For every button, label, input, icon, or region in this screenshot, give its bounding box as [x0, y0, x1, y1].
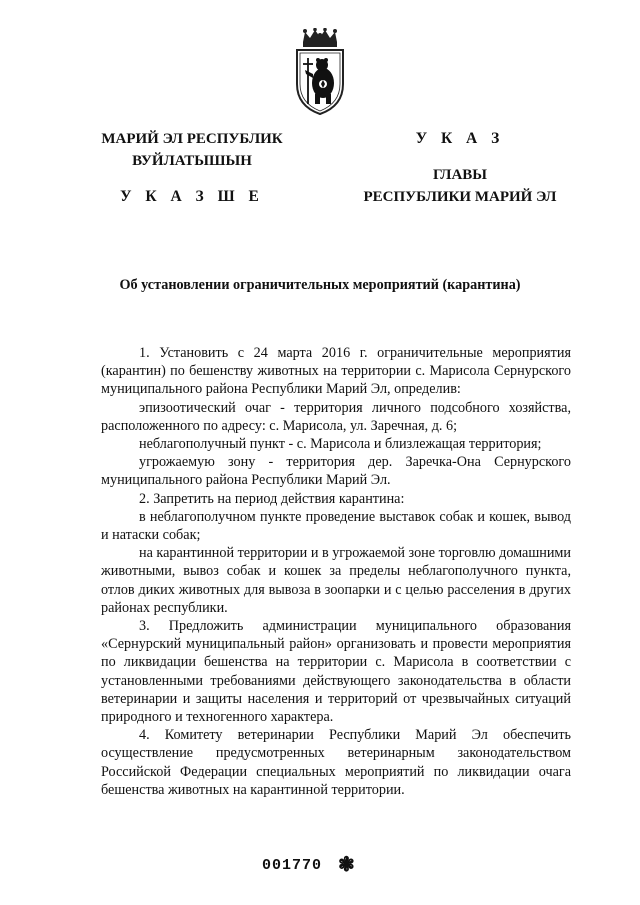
paragraph-ban-trade: на карантинной территории и в угрожаемой зоне торговлю домашними животными, вывоз собак и кошек за пределы неблагополучного пункта, отлов диких животных для вывоза в зоопарки и с целью расселения в других районах республики.: [101, 545, 572, 616]
paragraph-ban-exhibitions: в неблагополучном пункте проведение выставок собак и кошек, вывод и натаски собак;: [101, 508, 571, 544]
header-left-line1: МАРИЙ ЭЛ РЕСПУБЛИК: [101, 131, 283, 147]
paragraph-1: 1. Установить с 24 марта 2016 г. ограничительные мероприятия (карантин) по бешенству животных на территории с. Марисола Сернурского муниципального района Республики Марий Эл, определив:: [101, 345, 571, 398]
header-left-line3: У К А З Ш Е: [120, 188, 264, 205]
header-right-line1: У К А З: [415, 130, 505, 147]
header-right: [350, 128, 570, 208]
paragraph-4: 4. Комитету ветеринарии Республики Марий Эл обеспечить осуществление предусмотренных ветеринарным законодательством Российской Федерации специальных мероприятий по ликвидации очага бешенства животных на карантинной территории.: [101, 727, 571, 798]
header-left-line2: ВУЙЛАТЫШЫН: [132, 153, 252, 169]
paragraph-2: 2. Запретить на период действия карантина:: [139, 490, 405, 507]
paragraph-unsafe-point: неблагополучный пункт - с. Марисола и близлежащая территория;: [139, 436, 542, 453]
header-right-line2: ГЛАВЫ: [432, 167, 488, 183]
header-right-line3: РЕСПУБЛИКИ МАРИЙ ЭЛ: [363, 189, 557, 205]
document-title: Об установлении ограничительных мероприятий (карантина): [119, 277, 521, 293]
header-left: [92, 128, 292, 208]
star-mark-icon: ❃: [338, 854, 355, 876]
paragraph-focus: эпизоотический очаг - территория личного подсобного хозяйства, расположенного по адресу: с. Марисола, ул. Заречная, д. 6;: [101, 399, 571, 434]
coat-of-arms-icon: [289, 28, 351, 116]
paragraph-threat-zone: угрожаемую зону - территория дер. Заречка-Она Сернурского муниципального района Республики Марий Эл.: [101, 454, 571, 489]
document-body: [101, 344, 571, 799]
paragraph-3: 3. Предложить администрации муниципального образования «Сернурский муниципальный район» организовать и провести мероприятия по ликвидации бешенства на территории с. Марисола в соответствии с установленными требованиями действующего законодательства в области ветеринарии и защиты населения и территорий от чрезвычайных ситуаций природного и техногенного характера.: [101, 618, 571, 726]
document-serial-number: 001770: [262, 857, 323, 874]
